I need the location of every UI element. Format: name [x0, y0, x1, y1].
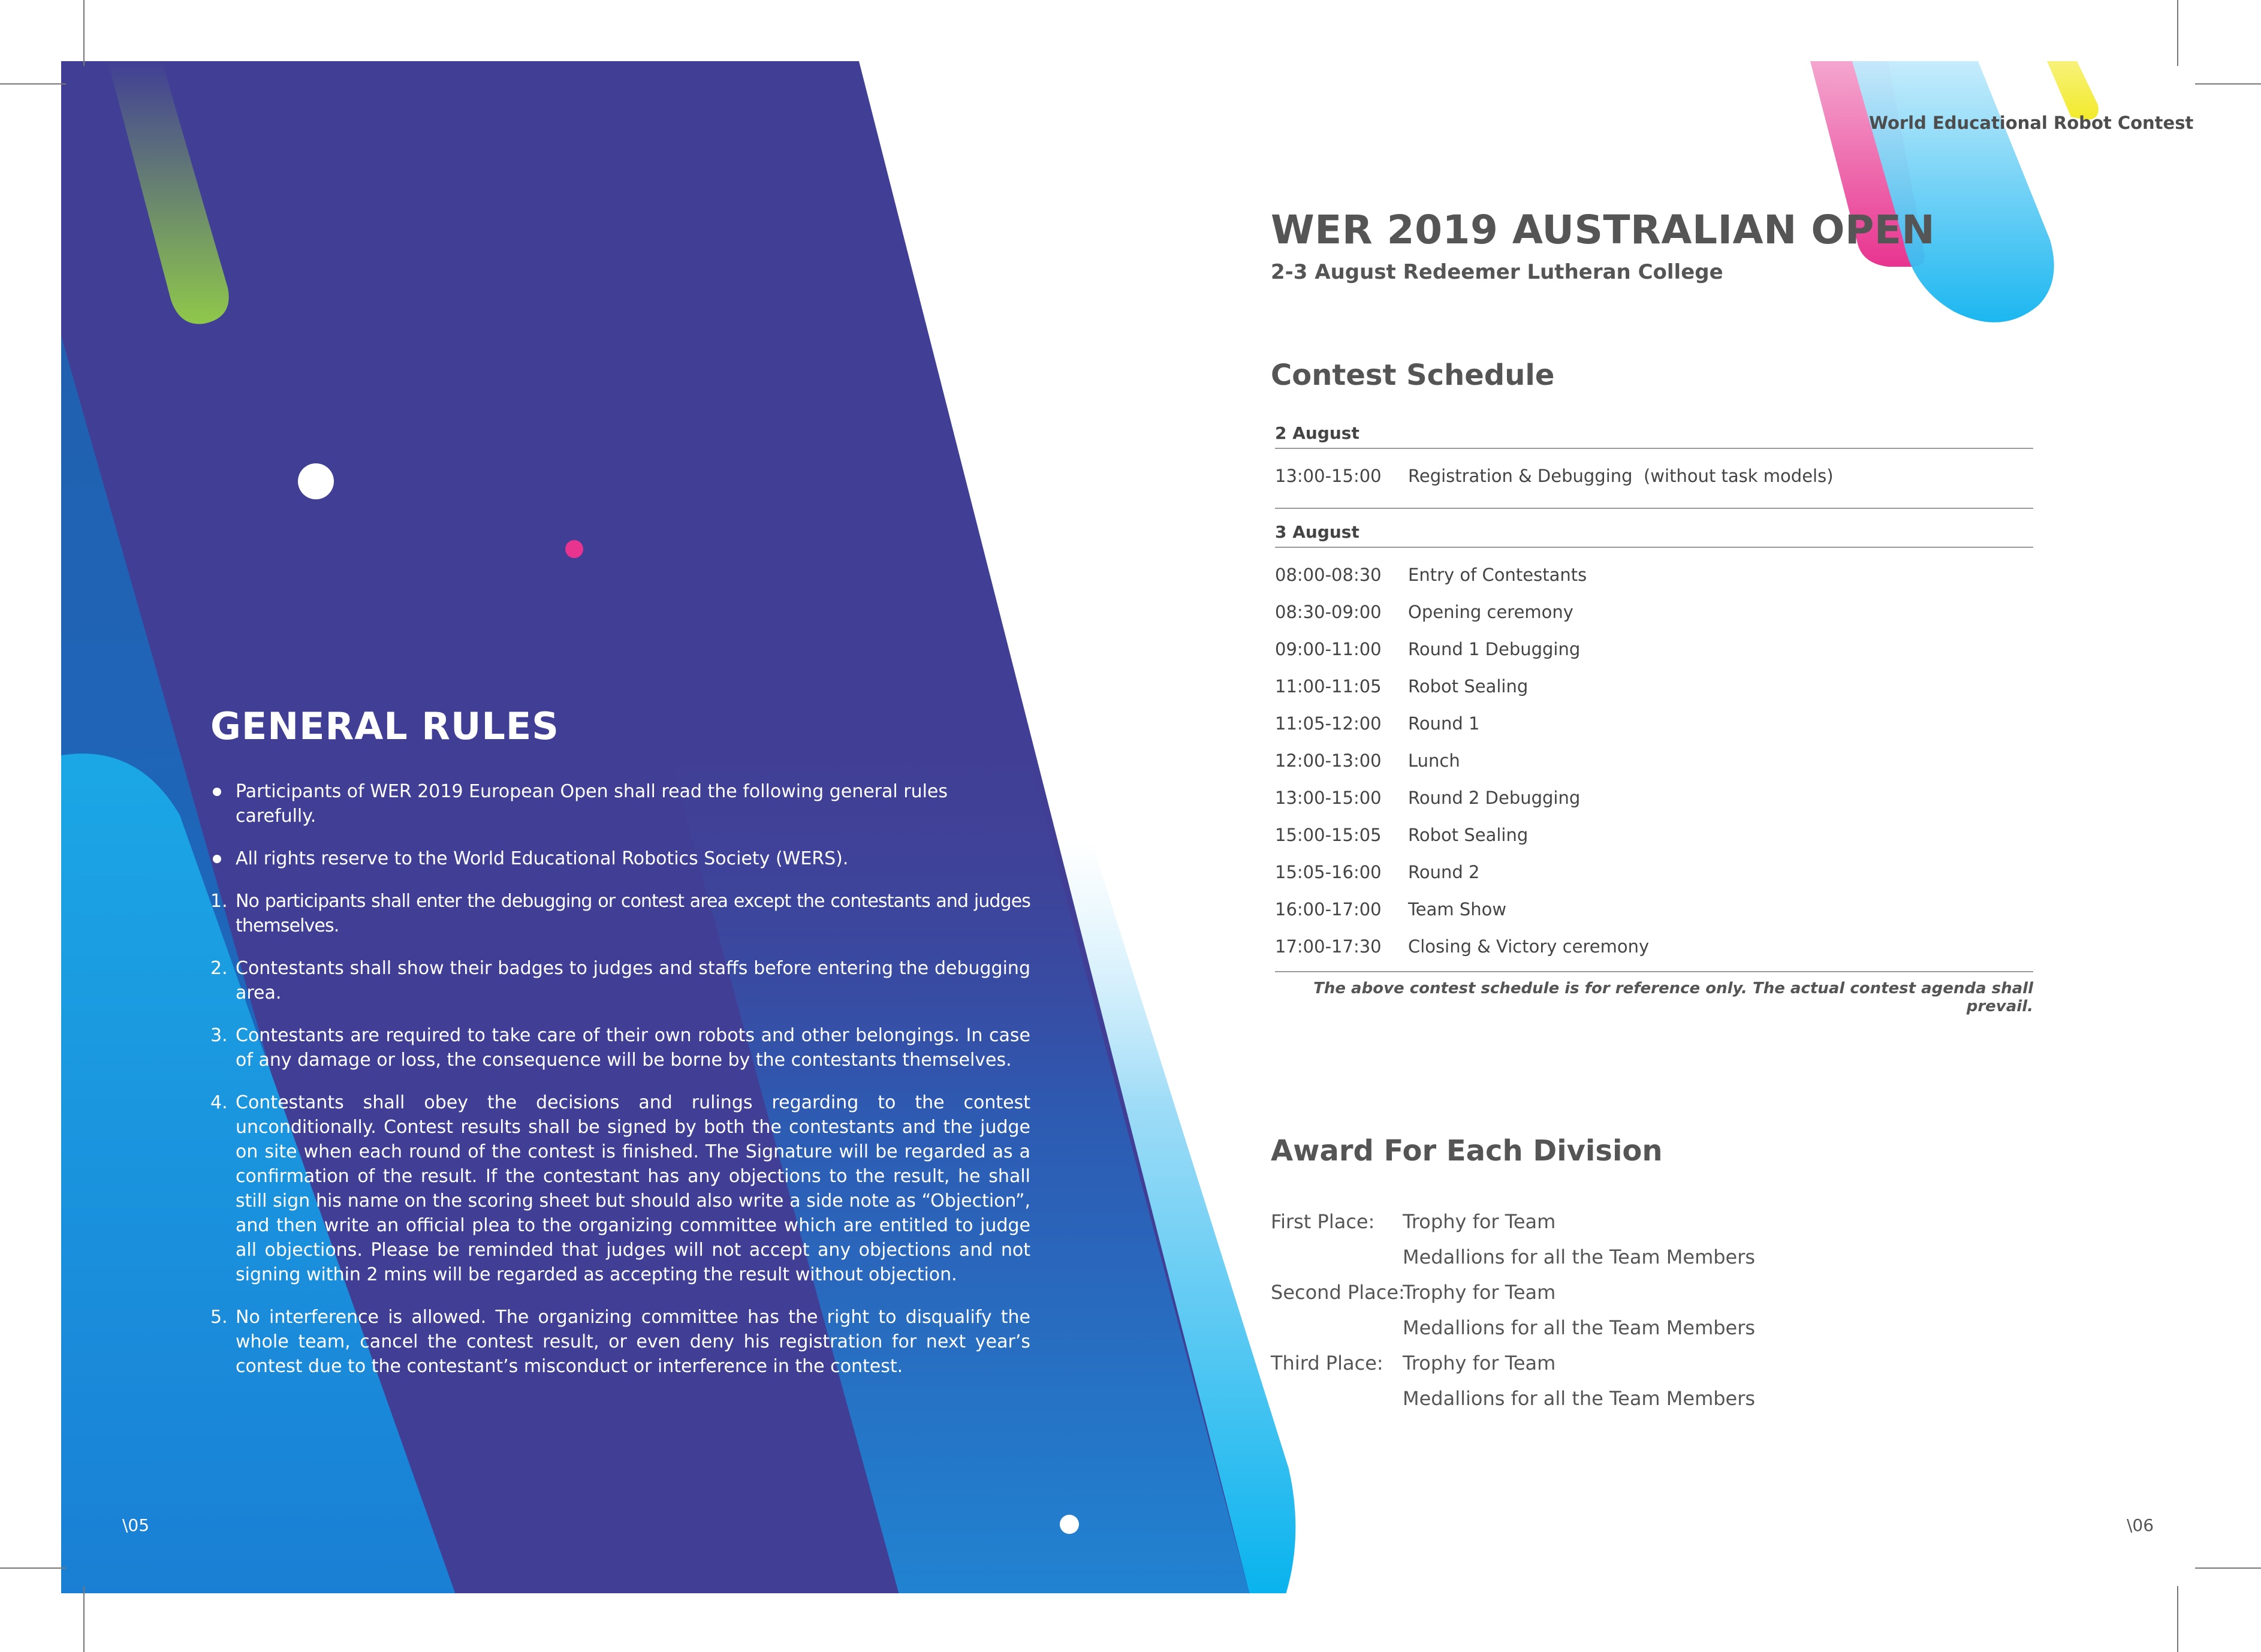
crop-mark	[2195, 1567, 2261, 1569]
schedule-time: 12:00-13:00	[1275, 750, 1382, 771]
schedule-time: 16:00-17:00	[1275, 899, 1382, 920]
schedule-time: 08:00-08:30	[1275, 565, 1382, 585]
award-row	[1271, 1345, 1755, 1380]
schedule-time: 08:30-09:00	[1275, 602, 1382, 622]
schedule-row	[1275, 705, 2033, 742]
schedule-time: 15:00-15:05	[1275, 825, 1382, 845]
crop-mark	[0, 83, 66, 85]
rules-title: GENERAL RULES	[210, 704, 559, 748]
rule-number: 3.	[210, 1025, 228, 1046]
schedule-event: Round 1	[1408, 713, 1480, 734]
schedule-row	[1275, 928, 2033, 965]
schedule-title: Contest Schedule	[1271, 358, 1555, 392]
rule-text: Contestants shall obey the decisions and rulings regarding to the contest unconditionally. Contest results shall be signed by both the contestants and the judge on site when each round of the contest is finished. The Signature will be regarded as a confirmation of the result. If the contestant has any objections to the result, he shall still sign his name on the scoring sheet but should also write a side note as “Objection”, and then write an official plea to the organizing committee which are entitled to judge all objections. Please be reminded that judges will not accept any objections and not signing within 2 mins will be regarded as accepting the result without objection.	[236, 1092, 1030, 1285]
schedule-note: The above contest schedule is for reference only. The actual contest agenda shall prevail.	[1313, 979, 2033, 1015]
rule-number: 4.	[210, 1092, 228, 1113]
schedule-event: Closing & Victory ceremony	[1408, 936, 1650, 957]
award-row	[1271, 1274, 1755, 1310]
schedule-event: Round 2 Debugging	[1408, 788, 1581, 808]
award-prize: Medallions for all the Team Members	[1403, 1245, 1756, 1268]
day-label: 3 August	[1275, 522, 1359, 542]
schedule-event: Robot Sealing	[1408, 825, 1529, 845]
page-number-right: \06	[2127, 1515, 2154, 1535]
award-row	[1271, 1310, 1755, 1345]
award-place: First Place:	[1271, 1210, 1375, 1233]
white-dot-decoration-bottom	[1060, 1515, 1079, 1534]
rule-text: Contestants are required to take care of their own robots and other belongings. In case of any damage or loss, the consequence will be borne by the contestants themselves.	[236, 1025, 1030, 1071]
schedule-row	[1275, 593, 2033, 631]
schedule-row	[1275, 556, 2033, 593]
award-row	[1271, 1204, 1755, 1239]
award-place: Second Place:	[1271, 1280, 1405, 1304]
rule-number: 2.	[210, 958, 228, 979]
schedule-time: 09:00-11:00	[1275, 639, 1382, 659]
rule-text: No interference is allowed. The organizing committee has the right to disqualify the whole team, cancel the contest result, or even deny his registration for next year’s contest due to the contestant’s misconduct or interference in the contest.	[236, 1307, 1030, 1377]
schedule-event: Robot Sealing	[1408, 676, 1529, 697]
schedule-event: Team Show	[1408, 899, 1507, 920]
divider	[1275, 971, 2033, 972]
brand-line: World Educational Robot Contest	[1869, 113, 2194, 133]
rules-list	[210, 779, 1030, 1397]
award-prize: Trophy for Team	[1403, 1280, 1556, 1304]
schedule-time: 13:00-15:00	[1275, 788, 1382, 808]
schedule-time: 11:05-12:00	[1275, 713, 1382, 734]
rule-item	[210, 956, 1030, 1005]
award-prize: Medallions for all the Team Members	[1403, 1386, 1756, 1410]
crop-mark	[2195, 83, 2261, 85]
schedule-event: Entry of Contestants	[1408, 565, 1587, 585]
schedule-event: Opening ceremony	[1408, 602, 1573, 622]
right-page-decoration	[1810, 61, 2099, 322]
award-prize: Medallions for all the Team Members	[1403, 1316, 1756, 1339]
schedule-time: 17:00-17:30	[1275, 936, 1382, 957]
rules-bullet	[210, 846, 1030, 871]
crop-mark	[2177, 0, 2178, 66]
schedule-row	[1275, 854, 2033, 891]
schedule-row	[1275, 457, 2033, 495]
rules-bullet-text: All rights reserve to the World Educational Robotics Society (WERS).	[236, 848, 849, 869]
rules-bullet-text: Participants of WER 2019 European Open shall read the following general rules carefully.	[236, 781, 948, 827]
schedule-row	[1275, 668, 2033, 705]
rule-item	[210, 889, 1030, 938]
pink-dot-decoration	[565, 540, 583, 558]
rule-item	[210, 1090, 1030, 1287]
schedule-time: 11:00-11:05	[1275, 676, 1382, 697]
schedule-row	[1275, 891, 2033, 928]
award-row	[1271, 1239, 1755, 1274]
rule-number: 5.	[210, 1307, 228, 1328]
rule-item	[210, 1023, 1030, 1072]
awards-title: Award For Each Division	[1271, 1134, 1663, 1168]
award-row	[1271, 1380, 1755, 1416]
schedule-row	[1275, 742, 2033, 779]
schedule-time: 15:05-16:00	[1275, 862, 1382, 882]
page-number-left: \05	[122, 1515, 150, 1535]
award-prize: Trophy for Team	[1403, 1351, 1556, 1374]
schedule-event: Round 1 Debugging	[1408, 639, 1581, 659]
award-place: Third Place:	[1271, 1351, 1383, 1374]
day-label: 2 August	[1275, 423, 1359, 443]
page-title: WER 2019 AUSTRALIAN OPEN	[1271, 207, 1936, 253]
event-subtitle: 2-3 August Redeemer Lutheran College	[1271, 260, 1723, 284]
schedule-event: Lunch	[1408, 750, 1460, 771]
crop-mark	[2177, 1586, 2178, 1652]
crop-mark	[83, 1586, 85, 1652]
schedule-row	[1275, 631, 2033, 668]
award-prize: Trophy for Team	[1403, 1210, 1556, 1233]
schedule-event: Round 2	[1408, 862, 1480, 882]
awards-list	[1271, 1204, 1755, 1416]
yellow-stroke-shape	[2047, 61, 2099, 120]
crop-mark	[0, 1567, 66, 1569]
rule-item	[210, 1305, 1030, 1379]
crop-mark	[83, 0, 85, 66]
rule-number: 1.	[210, 891, 228, 912]
schedule-event: Registration & Debugging (without task models)	[1408, 466, 1834, 486]
schedule-table	[1275, 420, 2033, 1015]
schedule-time: 13:00-15:00	[1275, 466, 1382, 486]
schedule-row	[1275, 779, 2033, 816]
schedule-row	[1275, 816, 2033, 854]
rules-bullet	[210, 779, 1030, 828]
rule-text: No participants shall enter the debugging or contest area except the contestants and judges themselves.	[236, 891, 1030, 936]
rule-text: Contestants shall show their badges to judges and staffs before entering the debugging area.	[236, 958, 1030, 1003]
white-dot-decoration	[298, 463, 334, 499]
